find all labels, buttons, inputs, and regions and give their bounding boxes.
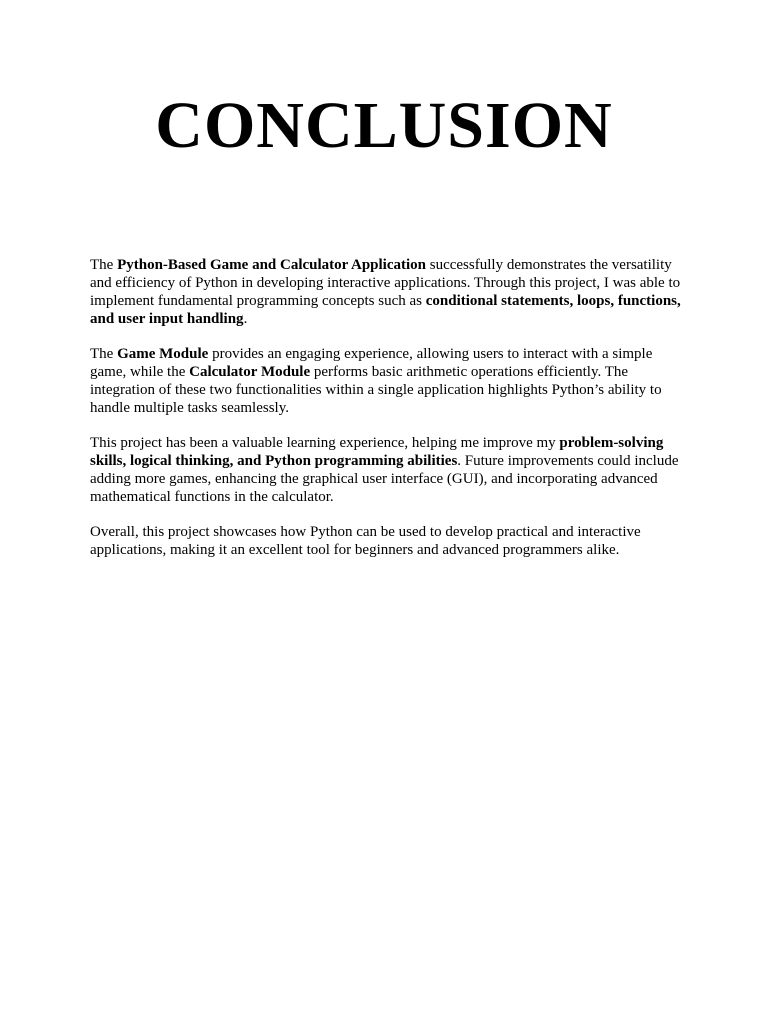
paragraph-text: This project has been a valuable learning experience, helping me improve my	[90, 435, 560, 451]
paragraph-text: performs basic arithmetic operations efficiently. The integration of these two functionalities within a single application highlights Python’s ability to handle multiple tasks seamlessly.	[90, 364, 662, 416]
paragraph-bold-text: Calculator Module	[189, 364, 311, 380]
paragraph-bold-text: conditional statements, loops, functions, and user input handling	[90, 293, 681, 327]
paragraph-bold-text: Game Module	[117, 346, 209, 362]
paragraph-text: provides an engaging experience, allowing users to interact with a simple game, while the	[90, 346, 653, 380]
document-body	[90, 256, 686, 576]
paragraph-text: .	[243, 311, 248, 327]
paragraph	[90, 434, 686, 506]
paragraph	[90, 256, 686, 328]
paragraph	[90, 345, 686, 417]
paragraph-bold-text: problem-solving skills, logical thinking, and Python programming abilities	[90, 435, 664, 469]
paragraph-text: successfully demonstrates the versatility and efficiency of Python in developing interactive applications. Through this project, I was able to implement fundamental programming concepts such as	[90, 257, 681, 309]
page-title: CONCLUSION	[155, 89, 613, 162]
paragraph-text: Overall, this project showcases how Python can be used to develop practical and interactive applications, making it an excellent tool for beginners and advanced programmers alike.	[90, 524, 641, 558]
paragraph-bold-text: Python-Based Game and Calculator Application	[117, 257, 426, 273]
paragraph-text: The	[90, 257, 118, 273]
paragraph-text: . Future improvements could include adding more games, enhancing the graphical user interface (GUI), and incorporating advanced mathematical functions in the calculator.	[90, 453, 679, 505]
paragraph	[90, 523, 686, 559]
paragraph-text: The	[90, 346, 118, 362]
